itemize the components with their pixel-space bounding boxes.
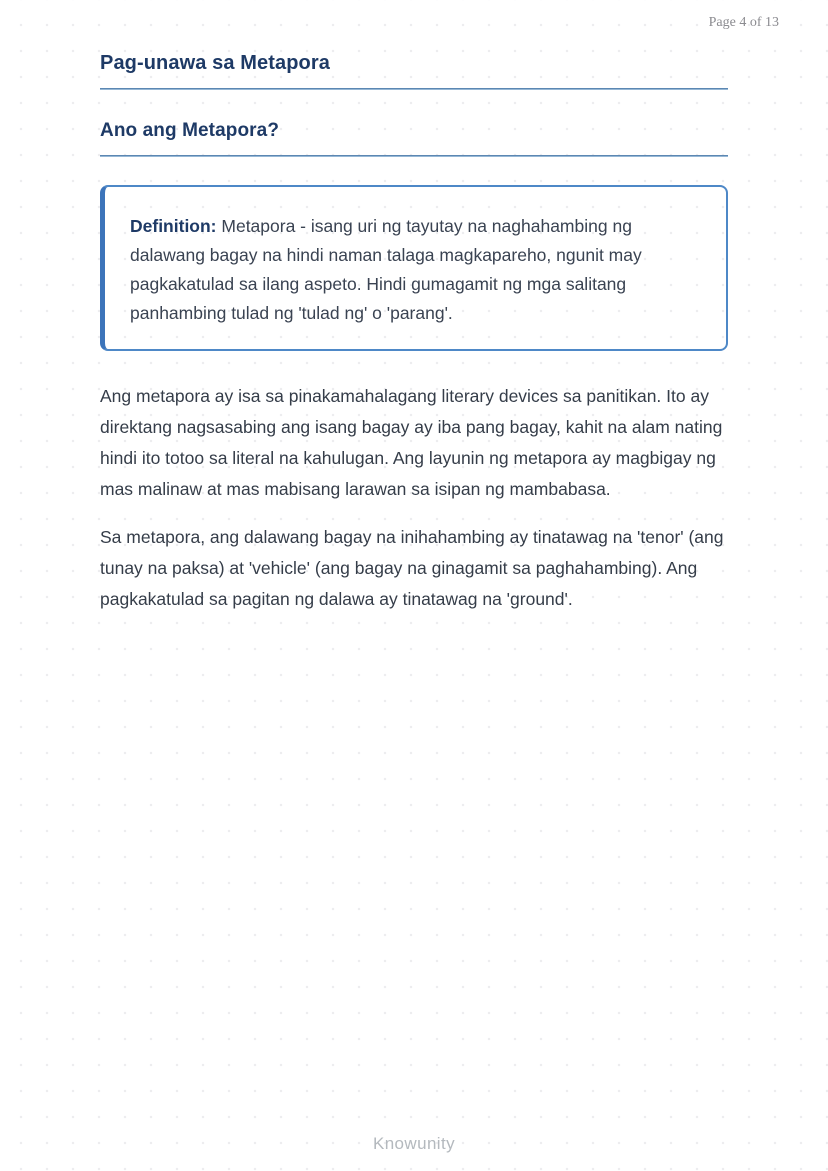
page-title: Pag-unawa sa Metapora: [100, 52, 330, 74]
definition-label: Definition:: [130, 216, 217, 236]
definition-box: [100, 185, 728, 351]
body-copy: [100, 381, 728, 615]
document-content: [100, 0, 728, 632]
section-heading: Ano ang Metapora?: [100, 120, 280, 141]
footer-brand: Knowunity: [372, 1134, 456, 1153]
body-paragraph: Sa metapora, ang dalawang bagay na inihahambing ay tinatawag na 'tenor' (ang tunay na paksa) at 'vehicle' (ang bagay na ginagamit sa paghahambing). Ang pagkakatulad sa pagitan ng dalawa ay tinatawag na 'ground'.: [100, 527, 724, 609]
page-indicator: Page 4 of 13: [708, 15, 779, 30]
definition-text: Metapora - isang uri ng tayutay na naghahambing ng dalawang bagay na hindi naman talaga magkapareho, ngunit may pagkakatulad sa ilang aspeto. Hindi gumagamit ng mga salitang panhambing tulad ng 'tulad ng' o 'parang'.: [130, 216, 642, 323]
body-paragraph: Ang metapora ay isa sa pinakamahalagang literary devices sa panitikan. Ito ay direktang nagsasabing ang isang bagay ay iba pang bagay, kahit na alam nating hindi ito totoo sa literal na kahulugan. Ang layunin ng metapora ay magbigay ng mas malinaw at mas mabisang larawan sa isipan ng mambabasa.: [100, 386, 723, 499]
title-divider: [100, 88, 728, 90]
section-divider: [100, 155, 728, 157]
